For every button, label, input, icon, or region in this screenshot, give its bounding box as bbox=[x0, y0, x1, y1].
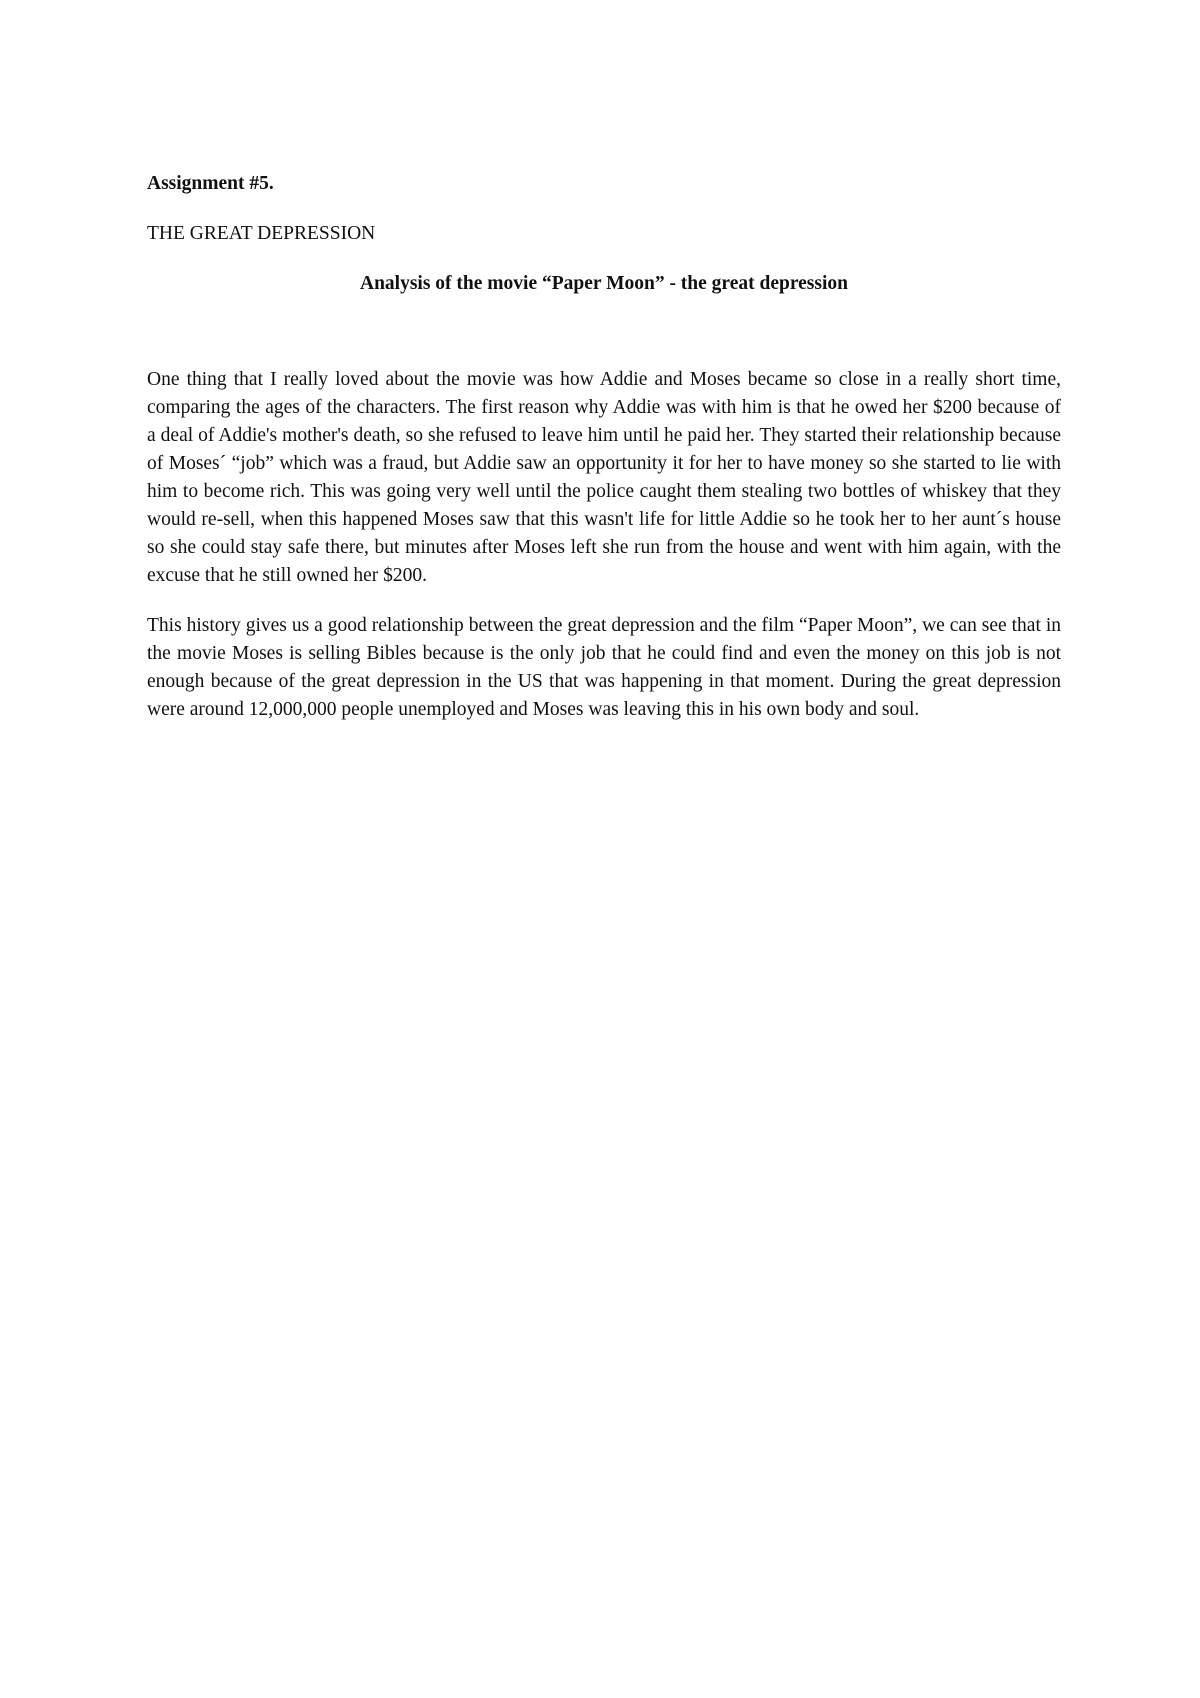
document-heading: THE GREAT DEPRESSION bbox=[147, 223, 376, 244]
assignment-label: Assignment #5. bbox=[147, 173, 274, 194]
document-title: Analysis of the movie “Paper Moon” - the great depression bbox=[359, 273, 848, 294]
body-paragraph-2: This history gives us a good relationship between the great depression and the film “Paper Moon”, we can see that in the movie Moses is selling Bibles because is the only job that he could find and even the money on this job is not enough because of the great depression in the US that was happening in that moment. During the great depression were around 12,000,000 people unemployed and Moses was leaving this in his own body and soul. bbox=[147, 615, 1061, 720]
body-paragraph-1: One thing that I really loved about the movie was how Addie and Moses became so close in a really short time, comparing the ages of the characters. The first reason why Addie was with him is that he owed her $200 because of a deal of Addie's mother's death, so she refused to leave him until he paid her. They started their relationship because of Moses´ “job” which was a fraud, but Addie saw an opportunity it for her to have money so she started to lie with him to become rich. This was going very well until the police caught them stealing two bottles of whiskey that they would re-sell, when this happened Moses saw that this wasn't life for little Addie so he took her to her aunt´s house so she could stay safe there, but minutes after Moses left she run from the house and went with him again, with the excuse that he still owned her $200. bbox=[147, 369, 1061, 586]
document-content bbox=[147, 170, 1061, 746]
